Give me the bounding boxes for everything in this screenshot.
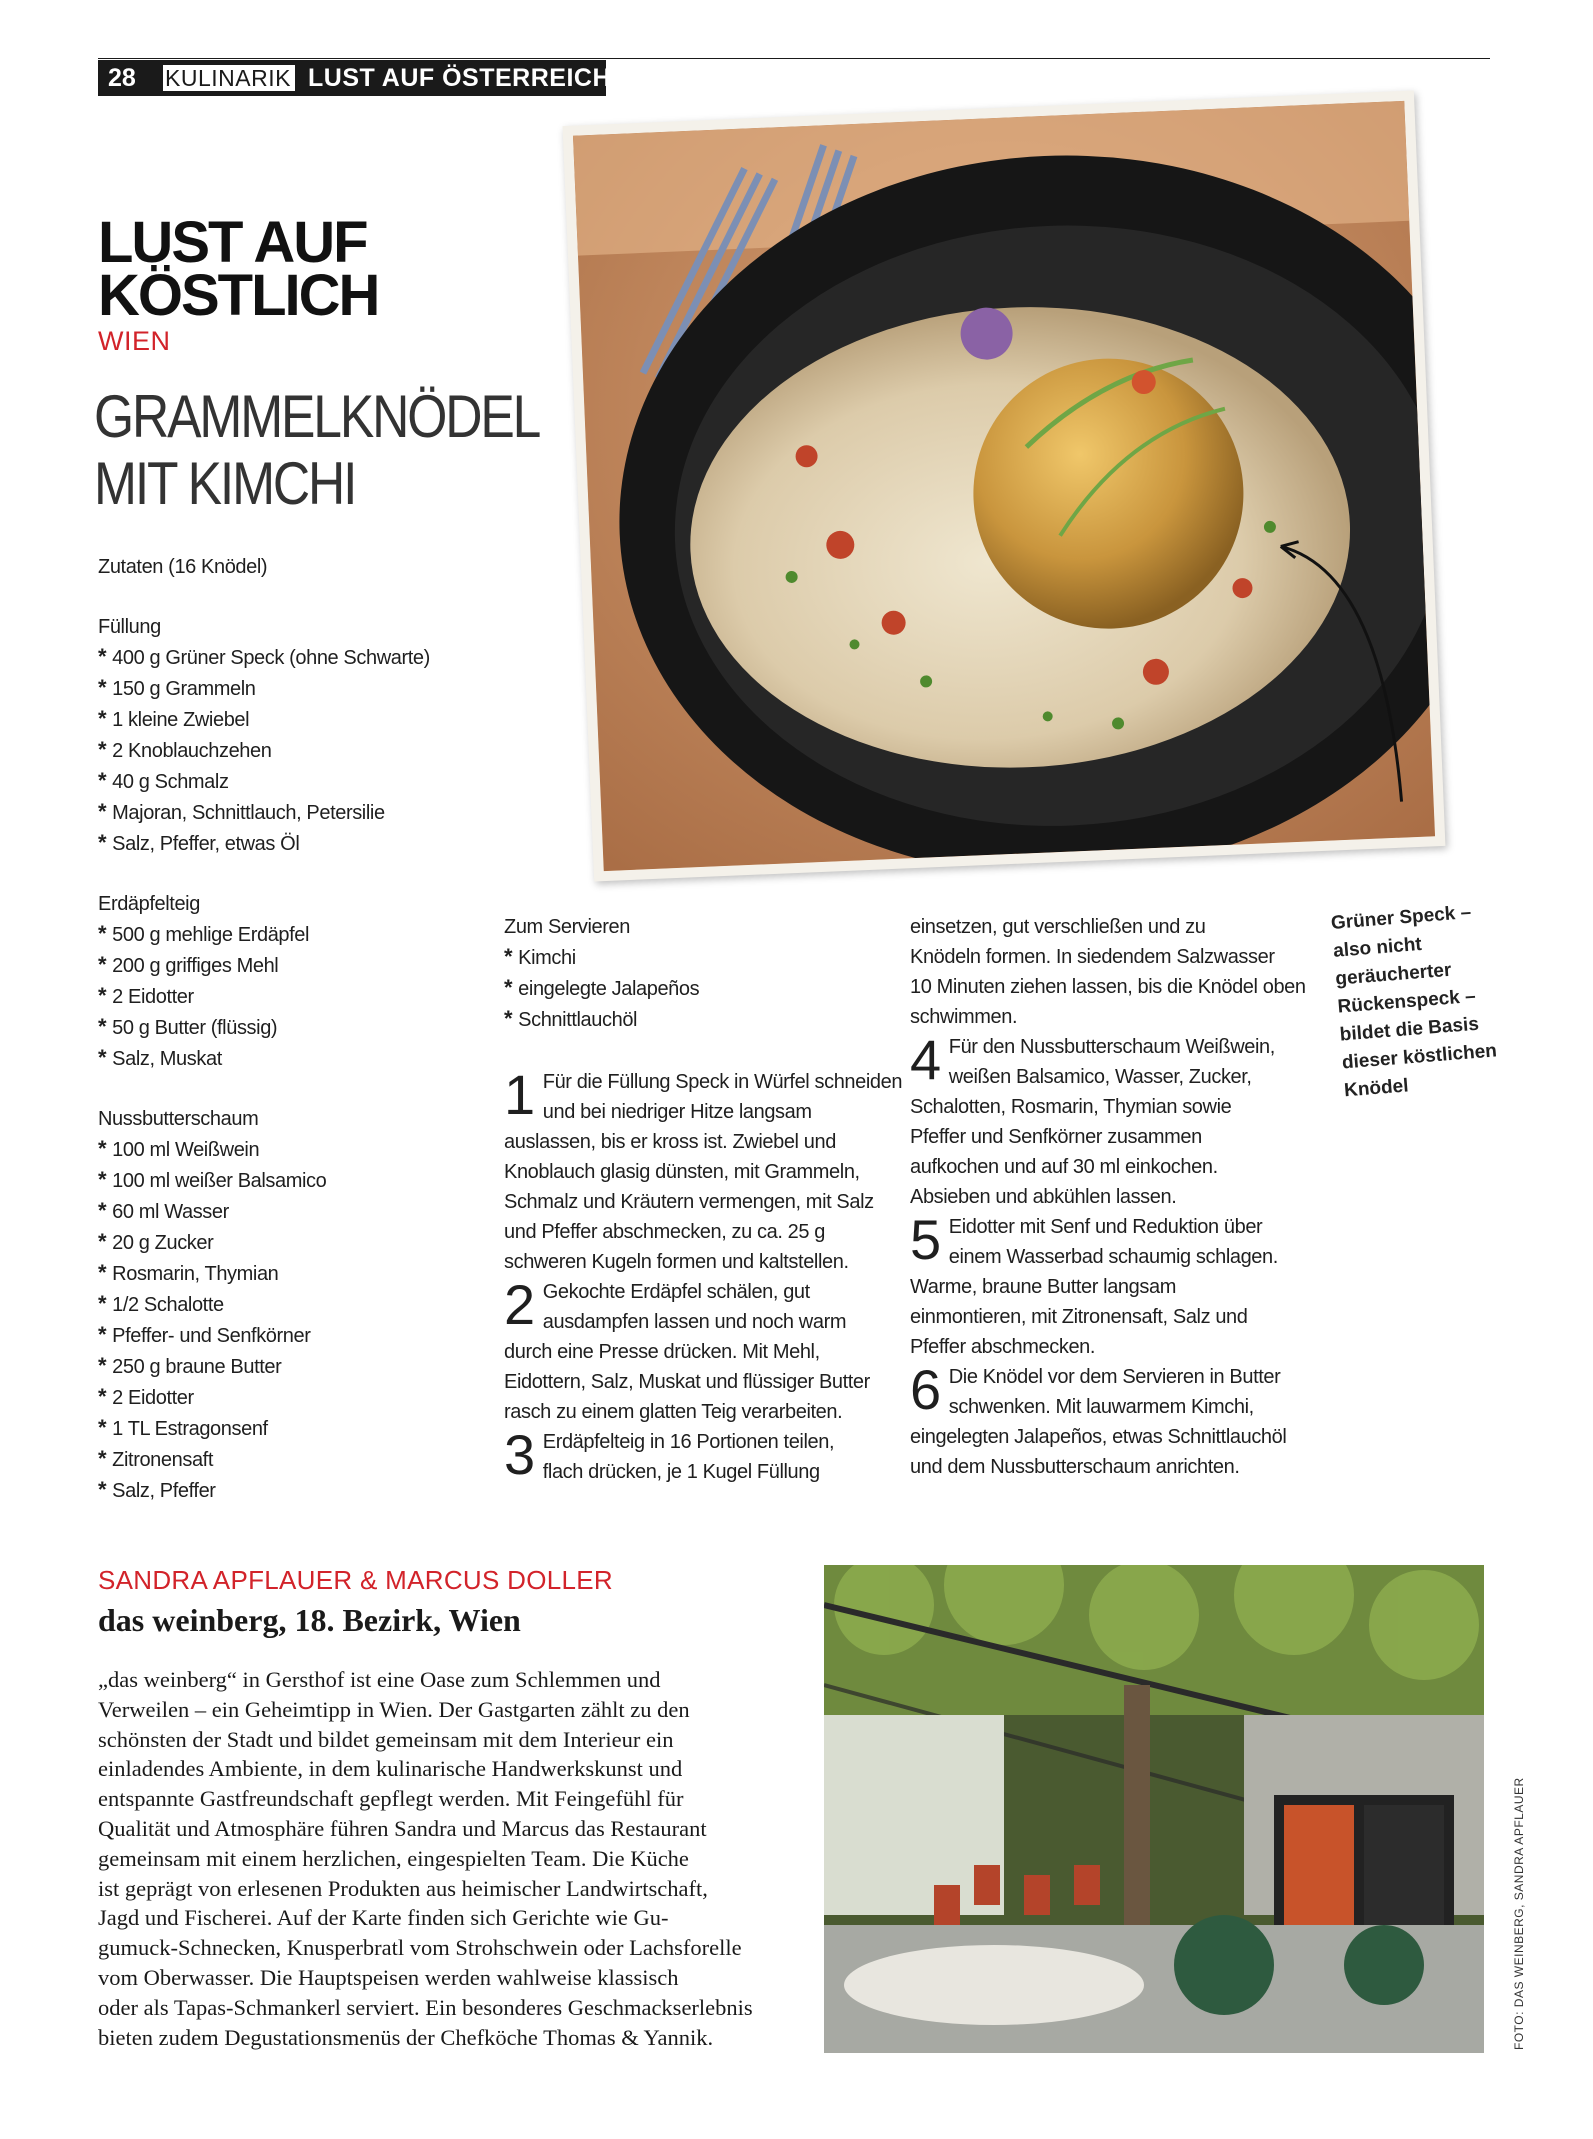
ingredient-item: * Pfeffer- und Senfkörner: [98, 1322, 311, 1347]
chef-names: SANDRA APFLAUER & MARCUS DOLLER: [98, 1565, 613, 1595]
ingredient-item: * Salz, Muskat: [98, 1045, 222, 1070]
ingredient-item: * Schnittlauchöl: [504, 1006, 638, 1031]
ingredient-item: * Zitronensaft: [98, 1446, 213, 1471]
ingredient-item: * 2 Eidotter: [98, 1384, 194, 1409]
ingredient-item: * 250 g braune Butter: [98, 1353, 282, 1378]
step-number: 2: [504, 1273, 535, 1336]
teig-heading: Erdäpfelteig: [98, 893, 200, 915]
ingredient-item: * 200 g griffiges Mehl: [98, 952, 279, 977]
step-number: 1: [504, 1063, 535, 1126]
step-number: 4: [910, 1028, 941, 1091]
fuellung-heading: Füllung: [98, 616, 161, 638]
ingredient-item: * 40 g Schmalz: [98, 768, 229, 793]
ingredient-item: * Rosmarin, Thymian: [98, 1260, 279, 1285]
step-5: 5 Eidotter mit Senf und Reduktion über einem Wasserbad schaumig schlagen. Warme, braune Butter langsam einmontieren, mit Zitronensaft, Salz und Pfeffer abschmecken.: [910, 1208, 1278, 1358]
ingredient-item: * 60 ml Wasser: [98, 1198, 229, 1223]
ingredient-item: * 500 g mehlige Erdäpfel: [98, 921, 310, 946]
restaurant-garden-image: [824, 1565, 1484, 2053]
ingredient-item: * 20 g Zucker: [98, 1229, 214, 1254]
brand-title-line1: LUST AUF: [98, 210, 367, 275]
step-2: 2 Gekochte Erdäpfel schälen, gut ausdampfen lassen und noch warm durch eine Presse drücken. Mit Mehl, Eidottern, Salz, Muskat und flüssiger Butter rasch zu einem glatten Teig verarbeiten.: [504, 1273, 870, 1423]
step-4: 4 Für den Nussbutterschaum Weißwein, weißen Balsamico, Wasser, Zucker, Schalotten, Rosmarin, Thymian sowie Pfeffer und Senfkörner zusammen aufkochen und auf 30 ml einkochen. Absieben und abkühlen lassen.: [910, 1028, 1275, 1208]
top-rule: [98, 58, 1490, 59]
garden-photo: [824, 1565, 1484, 2053]
step-1: 1 Für die Füllung Speck in Würfel schneiden und bei niedriger Hitze langsam auslassen, bis er kross ist. Zwiebel und Knoblauch glasig dünsten, mit Grammeln, Schmalz und Kräutern vermengen, mit Salz und Pfeffer abschmecken, zu ca. 25 g schweren Kugeln formen und kaltstellen.: [504, 1063, 903, 1273]
dish-title-line2: MIT KIMCHI: [94, 450, 356, 517]
servieren-heading: Zum Servieren: [504, 916, 630, 938]
photo-caption: Grüner Speck – also nicht geräucherter Rückenspeck – bildet die Basis dieser köstlichen Knödel: [1330, 901, 1498, 1102]
ingredient-item: * 100 ml Weißwein: [98, 1136, 260, 1161]
restaurant-description: „das weinberg“ in Gersthof ist eine Oase zum Schlemmen und Verweilen – ein Geheimtipp in Wien. Der Gastgarten zählt zu den schönsten der Stadt und bildet gemeinsam mit dem Interieur ein einladendes Ambiente, in dem kulinarische Handwerkskunst und entspannte Gastfreundschaft gepflegt werden. Mit Feingefühl für Qualität und Atmosphäre führen Sandra und Marcus das Restaurant gemeinsam mit einem herzlichen, eingespielten Team. Die Küche ist geprägt von erlesenen Produkten aus heimischer Landwirtschaft, Jagd und Fischerei. Auf der Karte finden sich Gerichte wie Gu- gumuck-Schnecken, Knusperbratl vom Strohschwein oder Lachsforelle vom Oberwasser. Die Hauptspeisen werden wahlweise klassisch oder als Tapas-Schmankerl serviert. Ein besonderes Geschmackserlebnis bieten zudem Degustationsmenüs der Chefköche Thomas & Yannik.: [98, 1667, 753, 2050]
ingredient-item: * 1 kleine Zwiebel: [98, 706, 250, 731]
page-number: 28: [108, 64, 136, 92]
restaurant-name: das weinberg, 18. Bezirk, Wien: [98, 1602, 521, 1638]
ingredient-item: * 1 TL Estragonsenf: [98, 1415, 268, 1440]
ingredient-item: * 400 g Grüner Speck (ohne Schwarte): [98, 644, 430, 669]
step-number: 5: [910, 1208, 941, 1271]
brand-title-line2: KÖSTLICH: [98, 263, 379, 328]
brand-city: WIEN: [98, 326, 171, 356]
ingredient-item: * 150 g Grammeln: [98, 675, 256, 700]
series-title: LUST AUF ÖSTERREICH: [308, 64, 612, 92]
ingredient-item: * Kimchi: [504, 944, 576, 969]
ingredient-item: * 2 Eidotter: [98, 983, 194, 1008]
ingredient-item: * 100 ml weißer Balsamico: [98, 1167, 327, 1192]
step-3: 3 Erdäpfelteig in 16 Portionen teilen, flach drücken, je 1 Kugel Füllung: [504, 1423, 835, 1486]
ingredient-item: * 2 Knoblauchzehen: [98, 737, 272, 762]
step-number: 3: [504, 1423, 535, 1486]
ingredient-item: * eingelegte Jalapeños: [504, 975, 700, 1000]
step-6: 6 Die Knödel vor dem Servieren in Butter schwenken. Mit lauwarmem Kimchi, eingelegten Jalapeños, etwas Schnittlauchöl und dem Nussbutterschaum anrichten.: [910, 1358, 1287, 1478]
ingredients-title: Zutaten (16 Knödel): [98, 556, 268, 578]
schaum-heading: Nussbutterschaum: [98, 1108, 259, 1130]
ingredient-item: * Salz, Pfeffer, etwas Öl: [98, 830, 300, 855]
section-label: KULINARIK: [163, 65, 295, 91]
dish-title-line1: GRAMMELKNÖDEL: [94, 383, 540, 450]
photo-credit: FOTO: DAS WEINBERG, SANDRA APFLAUER: [1512, 1777, 1526, 2050]
ingredients-column: [98, 552, 518, 1506]
dish-photo: [563, 90, 1446, 881]
ingredient-item: * 1/2 Schalotte: [98, 1291, 224, 1316]
dumpling-bowl-image: [573, 101, 1435, 871]
step-3-continued: einsetzen, gut verschließen und zu Knödeln formen. In siedendem Salzwasser 10 Minuten ziehen lassen, bis die Knödel oben schwimmen.: [910, 916, 1306, 1028]
ingredient-item: * Majoran, Schnittlauch, Petersilie: [98, 799, 385, 824]
serving-column: [504, 912, 904, 1035]
ingredient-item: * 50 g Butter (flüssig): [98, 1014, 278, 1039]
ingredient-item: * Salz, Pfeffer: [98, 1477, 216, 1502]
step-number: 6: [910, 1358, 941, 1421]
